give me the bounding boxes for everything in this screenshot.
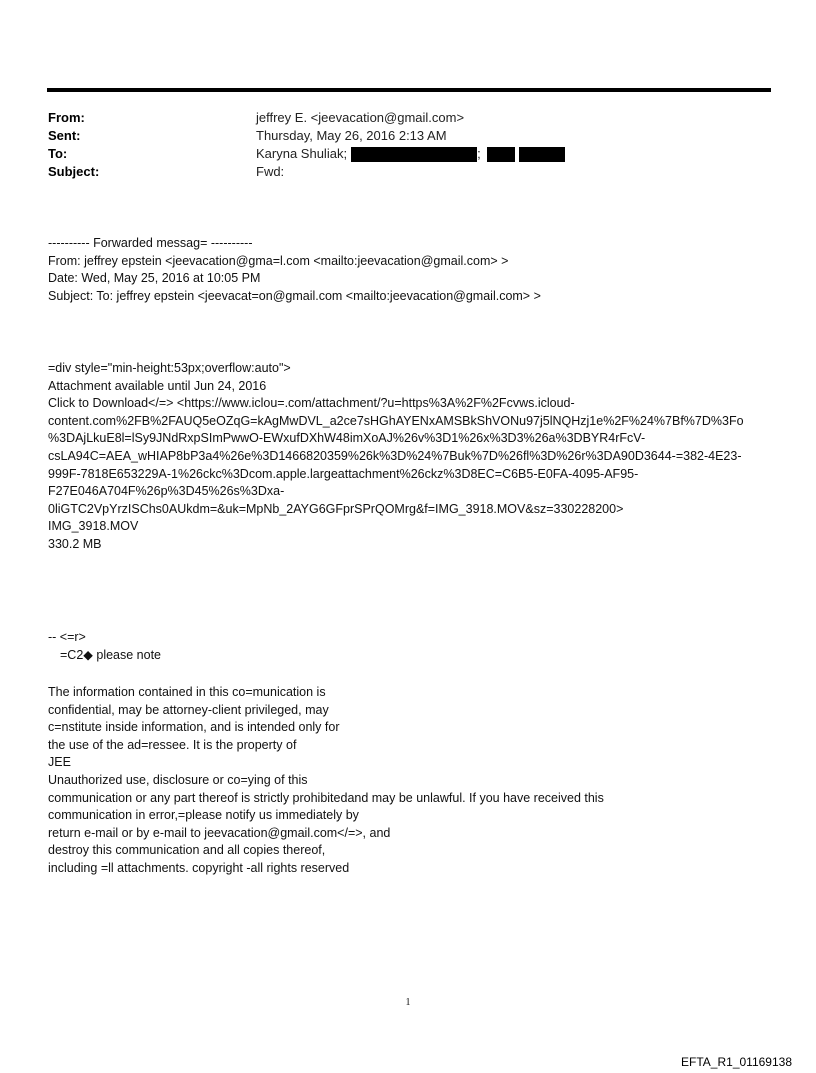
redaction-box xyxy=(487,147,515,162)
top-rule xyxy=(47,88,771,92)
attachment-line: Attachment available until Jun 24, 2016 xyxy=(48,378,267,393)
attachment-line: 0liGTC2VpYrzISChs0AUkdm=&uk=MpNb_2AYG6GFprSPrQOMrg&f=IMG_3918.MOV&sz=330228200> xyxy=(48,501,624,516)
bates-number: EFTA_R1_01169138 xyxy=(681,1055,792,1069)
disclaimer-line: confidential, may be attorney-client privileged, may xyxy=(48,702,329,717)
attachment-line: %3DAjLkuE8l=lSy9JNdRxpSImPwwO-EWxufDXhW48imXoAJ%26v%3D1%26x%3D3%26a%3DBYR4rFcV- xyxy=(48,431,646,446)
attachment-size: 330.2 MB xyxy=(48,536,102,551)
to-value-group xyxy=(256,145,565,163)
disclaimer-line: return e-mail or by e-mail to jeevacation@gmail.com</=>, and xyxy=(48,825,391,840)
disclaimer-line: including =ll attachments. copyright -all rights reserved xyxy=(48,860,350,875)
attachment-line: =div style="min-height:53px;overflow:auto"> xyxy=(48,361,291,375)
attachment-line: 999F-7818E653229A-1%26ckc%3Dcom.apple.largeattachment%26ckz%3D8EC=C6B5-E0FA-4095-AF95- xyxy=(48,466,639,481)
disclaimer-line: Unauthorized use, disclosure or co=ying of this xyxy=(48,772,308,787)
signature-line: -- <=r> xyxy=(48,630,86,644)
subject-label: Subject: xyxy=(48,164,100,179)
to-label: To: xyxy=(48,146,68,161)
sent-row xyxy=(48,127,768,145)
attachment-line: csLA94C=AEA_wHIAP8bP3a4%26e%3D1466820359%26k%3D%24%7Buk%7D%26fl%3D%26r%3DA90D3644-=382-4E23- xyxy=(48,448,742,463)
to-value: Karyna Shuliak; xyxy=(256,146,348,161)
redaction-box xyxy=(351,147,477,162)
page-number: 1 xyxy=(405,997,411,1008)
to-row xyxy=(48,145,768,163)
from-value: jeffrey E. <jeevacation@gmail.com> xyxy=(256,110,465,125)
subject-row xyxy=(48,163,768,181)
forwarded-line: ---------- Forwarded messag= ---------- xyxy=(48,236,253,250)
disclaimer-line: destroy this communication and all copies thereof, xyxy=(48,843,326,858)
attachment-line: F27E046A704F%26p%3D45%26s%3Dxa- xyxy=(48,484,285,499)
attachment-line: content.com%2FB%2FAUQ5eOZqG=kAgMwDVL_a2ce7sHGhAYENxAMSBkShVONu97j5lNQHzj1e%2F%24%7Bf%7D%3Fo xyxy=(48,413,744,428)
sent-value: Thursday, May 26, 2016 2:13 AM xyxy=(256,128,447,143)
disclaimer-line: The information contained in this co=munication is xyxy=(48,685,326,699)
attachment-block xyxy=(48,360,778,554)
disclaimer-line: JEE xyxy=(48,755,71,770)
forwarded-line: Date: Wed, May 25, 2016 at 10:05 PM xyxy=(48,271,261,286)
disclaimer-block xyxy=(48,684,778,878)
forwarded-block xyxy=(48,235,778,305)
from-label: From: xyxy=(48,110,85,125)
redaction-box xyxy=(519,147,565,162)
signature-line: =C2◆ please note xyxy=(60,647,162,662)
forwarded-line: From: jeffrey epstein <jeevacation@gma=l.com <mailto:jeevacation@gmail.com> > xyxy=(48,253,509,268)
to-separator: ; xyxy=(477,146,481,161)
attachment-filename: IMG_3918.MOV xyxy=(48,519,139,534)
attachment-line: Click to Download</=> <https://www.iclou=.com/attachment/?u=https%3A%2F%2Fcvws.icloud- xyxy=(48,396,575,411)
subject-value: Fwd: xyxy=(256,164,285,179)
disclaimer-line: communication in error,=please notify us immediately by xyxy=(48,808,359,823)
email-header xyxy=(48,109,768,181)
disclaimer-line: the use of the ad=ressee. It is the property of xyxy=(48,737,297,752)
from-row xyxy=(48,109,768,127)
sent-label: Sent: xyxy=(48,128,81,143)
disclaimer-line: c=nstitute inside information, and is intended only for xyxy=(48,720,340,735)
signature-block xyxy=(48,629,778,664)
disclaimer-line: communication or any part thereof is strictly prohibitedand may be unlawful. If you have received this xyxy=(48,790,604,805)
forwarded-line: Subject: To: jeffrey epstein <jeevacat=on@gmail.com <mailto:jeevacation@gmail.com> > xyxy=(48,288,541,303)
